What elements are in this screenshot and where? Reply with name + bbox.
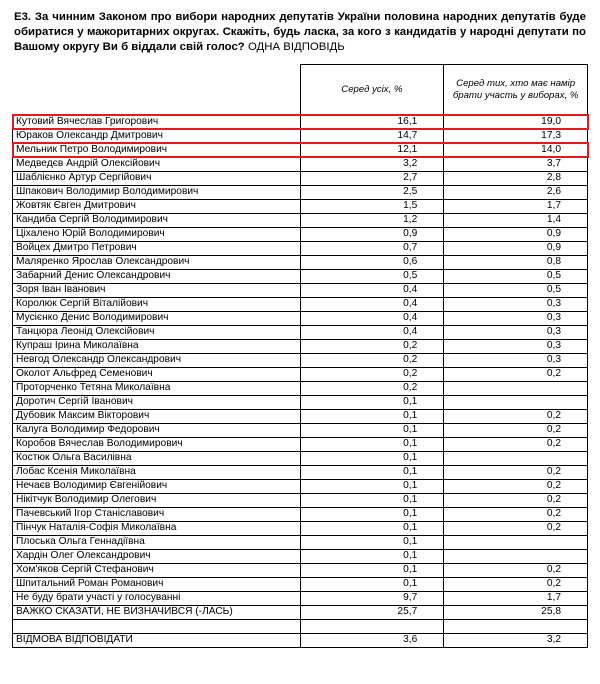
question-body: За чинним Законом про вибори народних депутатів України половина народних депутатів буде обиратися у мажоритарних округах. Скажіть, будь ласка, за кого з кандидатів у народні депутати по Вашому округу Ви б віддали свій голос?: [14, 11, 586, 54]
candidate-name: Купраш Ірина Миколаївна: [13, 339, 301, 353]
table-row: [13, 283, 588, 297]
value-all: 0,2: [300, 353, 444, 367]
value-all: 3,2: [300, 157, 444, 171]
question-code: Е3.: [14, 11, 32, 23]
value-voters: 2,6: [444, 185, 588, 199]
table-row: [13, 129, 588, 143]
value-all: 0,4: [300, 297, 444, 311]
table-row: [13, 395, 588, 409]
candidate-name: Доротич Сергій Іванович: [13, 395, 301, 409]
value-voters: 3,2: [444, 633, 588, 647]
value-all: 0,4: [300, 325, 444, 339]
value-all: 0,1: [300, 451, 444, 465]
value-voters: [444, 535, 588, 549]
value-voters: [444, 549, 588, 563]
value-all: 0,1: [300, 395, 444, 409]
value-voters: 0,9: [444, 241, 588, 255]
table-row: [13, 171, 588, 185]
candidate-name: Хардін Олег Олександрович: [13, 549, 301, 563]
candidate-name: Пачевський Ігор Станіславович: [13, 507, 301, 521]
table-row: [13, 535, 588, 549]
value-all: 0,1: [300, 521, 444, 535]
candidate-name: Забарний Денис Олександрович: [13, 269, 301, 283]
value-all: 0,4: [300, 283, 444, 297]
table-row: [13, 241, 588, 255]
candidate-name: Маляренко Ярослав Олександрович: [13, 255, 301, 269]
value-all: 0,1: [300, 437, 444, 451]
value-voters: 0,2: [444, 437, 588, 451]
candidate-name: Плоська Ольга Геннадіївна: [13, 535, 301, 549]
table-row: [13, 521, 588, 535]
value-voters: [444, 451, 588, 465]
value-voters: 19,0: [444, 115, 588, 129]
candidate-name: Пінчук Наталія-Софія Миколаївна: [13, 521, 301, 535]
table-row: [13, 577, 588, 591]
table-row: [13, 605, 588, 619]
table-row: [13, 465, 588, 479]
question-text: [14, 10, 586, 56]
table-row: [13, 437, 588, 451]
value-all: 0,1: [300, 423, 444, 437]
table-row: [13, 213, 588, 227]
value-all: 0,1: [300, 479, 444, 493]
value-all: 0,4: [300, 311, 444, 325]
table-row: [13, 381, 588, 395]
candidate-name: Королюк Сергій Віталійович: [13, 297, 301, 311]
table-row: [13, 115, 588, 129]
value-voters: 0,2: [444, 493, 588, 507]
table-row: [13, 451, 588, 465]
candidate-name: Юраков Олександр Дмитрович: [13, 129, 301, 143]
value-voters: 0,2: [444, 577, 588, 591]
table-row: [13, 591, 588, 605]
value-all: 16,1: [300, 115, 444, 129]
value-all: 3,6: [300, 633, 444, 647]
results-table: [12, 64, 588, 648]
value-voters: 0,2: [444, 367, 588, 381]
candidate-name: Костюк Ольга Василівна: [13, 451, 301, 465]
value-all: 0,1: [300, 507, 444, 521]
table-row: [13, 325, 588, 339]
value-voters: 3,7: [444, 157, 588, 171]
value-all: 12,1: [300, 143, 444, 157]
value-all: 0,1: [300, 563, 444, 577]
header-col1: Серед усіх, %: [300, 64, 444, 115]
value-voters: 0,2: [444, 563, 588, 577]
value-voters: 0,8: [444, 255, 588, 269]
value-voters: 1,4: [444, 213, 588, 227]
value-voters: 17,3: [444, 129, 588, 143]
candidate-name: Танцюра Леонід Олексійович: [13, 325, 301, 339]
table-row: [13, 479, 588, 493]
table-row: [13, 423, 588, 437]
value-all: 0,6: [300, 255, 444, 269]
candidate-name: Жовтяк Євген Дмитрович: [13, 199, 301, 213]
candidate-name: Нікітчук Володимир Олегович: [13, 493, 301, 507]
candidate-name: Шпитальний Роман Романович: [13, 577, 301, 591]
table-row: [13, 227, 588, 241]
table-row: [13, 311, 588, 325]
header-col2: Серед тих, хто має намір брати участь у виборах, %: [444, 64, 588, 115]
table-row: [13, 633, 588, 647]
value-all: 0,1: [300, 465, 444, 479]
table-header: [13, 64, 588, 115]
value-voters: 0,2: [444, 465, 588, 479]
value-voters: [444, 395, 588, 409]
value-all: [300, 619, 444, 633]
candidate-name: Не буду брати участі у голосуванні: [13, 591, 301, 605]
value-all: 0,1: [300, 409, 444, 423]
candidate-name: Нечаєв Володимир Євгенійович: [13, 479, 301, 493]
value-voters: 14,0: [444, 143, 588, 157]
value-voters: 0,2: [444, 423, 588, 437]
candidate-name: Ціхалено Юрій Володимирович: [13, 227, 301, 241]
value-voters: 0,3: [444, 297, 588, 311]
table-row: [13, 367, 588, 381]
table-row: [13, 353, 588, 367]
value-all: 0,7: [300, 241, 444, 255]
table-row: [13, 143, 588, 157]
table-row: [13, 493, 588, 507]
candidate-name: Околот Альфред Семенович: [13, 367, 301, 381]
value-voters: 0,3: [444, 311, 588, 325]
candidate-name: Кандиба Сергій Володимирович: [13, 213, 301, 227]
candidate-name: ВАЖКО СКАЗАТИ, НЕ ВИЗНАЧИВСЯ (-ЛАСЬ): [13, 605, 301, 619]
table-row: [13, 619, 588, 633]
question-instruction: ОДНА ВІДПОВІДЬ: [247, 41, 345, 54]
value-voters: 0,2: [444, 507, 588, 521]
candidate-name: Коробов Вячеслав Володимирович: [13, 437, 301, 451]
header-name: [13, 64, 301, 115]
value-voters: 1,7: [444, 591, 588, 605]
candidate-name: Кутовий Вячеслав Григорович: [13, 115, 301, 129]
candidate-name: Лобас Ксенія Миколаївна: [13, 465, 301, 479]
candidate-name: [13, 619, 301, 633]
value-voters: 2,8: [444, 171, 588, 185]
value-all: 14,7: [300, 129, 444, 143]
value-voters: 0,2: [444, 521, 588, 535]
value-voters: 0,5: [444, 283, 588, 297]
table-row: [13, 563, 588, 577]
table-row: [13, 269, 588, 283]
table-row: [13, 507, 588, 521]
value-all: 0,1: [300, 577, 444, 591]
value-voters: 0,3: [444, 339, 588, 353]
value-voters: 0,3: [444, 325, 588, 339]
value-all: 25,7: [300, 605, 444, 619]
value-voters: [444, 619, 588, 633]
candidate-name: Шаблієнко Артур Сергійович: [13, 171, 301, 185]
candidate-name: Невгод Олександр Олександрович: [13, 353, 301, 367]
table-row: [13, 409, 588, 423]
candidate-name: Проторченко Тетяна Миколаївна: [13, 381, 301, 395]
value-voters: 25,8: [444, 605, 588, 619]
value-voters: 0,9: [444, 227, 588, 241]
table-row: [13, 297, 588, 311]
table-row: [13, 339, 588, 353]
candidate-name: Зоря Іван Іванович: [13, 283, 301, 297]
table-row: [13, 255, 588, 269]
candidate-name: Хом'яков Сергій Стефанович: [13, 563, 301, 577]
value-all: 0,1: [300, 535, 444, 549]
value-all: 2,5: [300, 185, 444, 199]
value-all: 1,5: [300, 199, 444, 213]
table-body: [13, 115, 588, 647]
table-row: [13, 185, 588, 199]
value-voters: 0,5: [444, 269, 588, 283]
value-all: 2,7: [300, 171, 444, 185]
value-all: 0,5: [300, 269, 444, 283]
value-all: 0,2: [300, 367, 444, 381]
candidate-name: ВІДМОВА ВІДПОВІДАТИ: [13, 633, 301, 647]
value-all: 0,9: [300, 227, 444, 241]
value-all: 9,7: [300, 591, 444, 605]
candidate-name: Мельник Петро Володимирович: [13, 143, 301, 157]
candidate-name: Мусієнко Денис Володимирович: [13, 311, 301, 325]
value-all: 0,2: [300, 381, 444, 395]
value-voters: 0,2: [444, 479, 588, 493]
value-all: 1,2: [300, 213, 444, 227]
table-wrapper: [12, 64, 588, 648]
value-all: 0,1: [300, 493, 444, 507]
table-row: [13, 549, 588, 563]
value-voters: 0,3: [444, 353, 588, 367]
table-row: [13, 199, 588, 213]
value-voters: 1,7: [444, 199, 588, 213]
value-all: 0,2: [300, 339, 444, 353]
value-voters: [444, 381, 588, 395]
value-voters: 0,2: [444, 409, 588, 423]
candidate-name: Шпакович Володимир Володимирович: [13, 185, 301, 199]
candidate-name: Войцех Дмитро Петрович: [13, 241, 301, 255]
value-all: 0,1: [300, 549, 444, 563]
candidate-name: Калуга Володимир Федорович: [13, 423, 301, 437]
candidate-name: Медведєв Андрій Олексійович: [13, 157, 301, 171]
candidate-name: Дубовик Максим Вікторович: [13, 409, 301, 423]
table-row: [13, 157, 588, 171]
